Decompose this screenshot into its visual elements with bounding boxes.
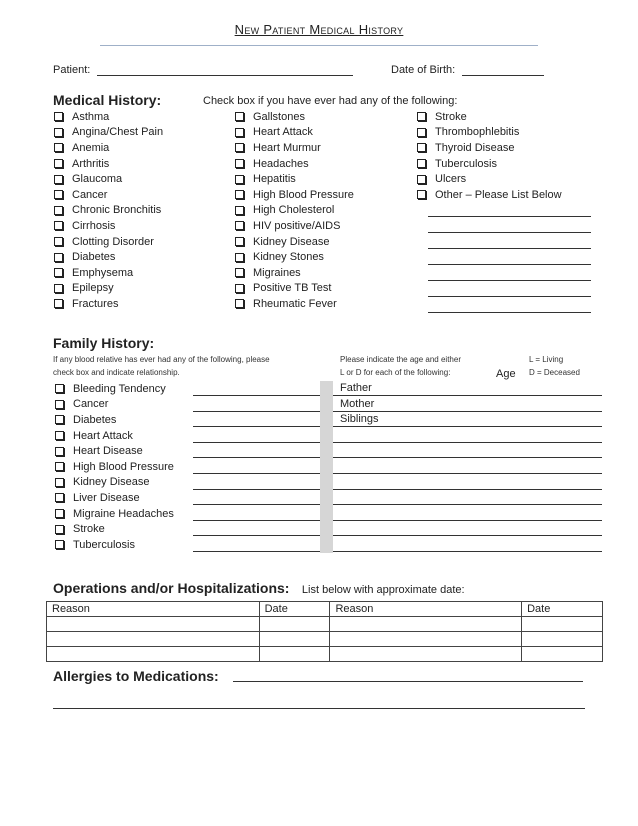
checkbox-icon[interactable] [417,159,426,168]
table-cell[interactable] [259,617,330,632]
family-note-line-2: check box and indicate relationship. [53,368,180,377]
checkbox-item [417,125,562,141]
checkbox-icon[interactable] [54,237,63,246]
checkbox-icon[interactable] [55,447,64,456]
checkbox-icon[interactable] [235,206,244,215]
checkbox-item [55,506,174,522]
title-divider [100,45,538,46]
checkbox-item [235,249,354,265]
family-history-heading: Family History: [53,335,155,351]
checkbox-label: Fractures [72,297,119,310]
relationship-line[interactable] [193,457,320,458]
legend-deceased: D = Deceased [529,368,580,377]
checkbox-icon[interactable] [54,159,63,168]
checkbox-icon[interactable] [235,284,244,293]
checkbox-item [417,187,562,203]
checkbox-item [55,459,174,475]
other-line[interactable] [428,216,591,217]
table-cell[interactable] [259,647,330,662]
checkbox-label: Epilepsy [72,282,114,295]
checkbox-icon[interactable] [235,175,244,184]
checkbox-icon[interactable] [55,431,64,440]
allergies-heading: Allergies to Medications: [53,668,219,684]
checkbox-item [54,187,163,203]
checkbox-label: Rheumatic Fever [253,297,337,310]
checkbox-icon[interactable] [54,253,63,262]
checkbox-item [55,475,174,491]
relationship-line[interactable] [193,473,320,474]
checkbox-label: Liver Disease [73,491,140,504]
col-header-reason: Reason [47,602,260,617]
checkbox-icon[interactable] [55,400,64,409]
table-cell[interactable] [330,617,522,632]
checkbox-icon[interactable] [417,190,426,199]
legend-living: L = Living [529,355,564,364]
table-row [47,632,603,647]
relative-age-line[interactable] [333,489,602,490]
checkbox-icon[interactable] [235,159,244,168]
operations-table [46,601,603,662]
col-header-reason: Reason [330,602,522,617]
checkbox-label: Bleeding Tendency [73,382,166,395]
relative-age-line[interactable] [333,411,602,412]
medical-history-instruction: Check box if you have ever had any of the following: [203,95,458,107]
checkbox-label: Angina/Chest Pain [72,126,164,139]
table-cell[interactable] [330,647,522,662]
operations-heading-row [53,580,465,598]
relative-age-line[interactable] [333,473,602,474]
other-line[interactable] [428,248,591,249]
checkbox-label: Thyroid Disease [435,141,515,154]
checkbox-item [235,234,354,250]
checkbox-item [55,397,174,413]
relationship-line[interactable] [193,395,320,396]
dob-label: Date of Birth: [391,64,456,76]
checkbox-label: Tuberculosis [435,157,497,170]
checkbox-item [55,428,174,444]
checkbox-icon[interactable] [417,143,426,152]
relative-label: Father [340,382,372,394]
checkbox-icon[interactable] [417,112,426,121]
checkbox-item [54,109,163,125]
checkbox-label: Kidney Disease [73,476,150,489]
checkbox-icon[interactable] [417,175,426,184]
checkbox-item [235,109,354,125]
checkbox-icon[interactable] [54,112,63,121]
other-line[interactable] [428,312,591,313]
patient-row [53,64,353,76]
medical-history-heading: Medical History: [53,92,162,108]
checkbox-label: Ulcers [435,173,467,186]
relative-label: Siblings [340,413,379,426]
operations-heading: Operations and/or Hospitalizations: [53,580,290,596]
checkbox-label: Kidney Stones [253,251,324,264]
checkbox-icon[interactable] [55,525,64,534]
family-history-note [53,353,270,379]
relative-age-line[interactable] [333,426,602,427]
relationship-line[interactable] [193,520,320,521]
checkbox-icon[interactable] [235,112,244,121]
checkbox-item [235,125,354,141]
checkbox-label: Diabetes [72,251,116,264]
table-cell[interactable] [47,647,260,662]
relationship-line[interactable] [193,535,320,536]
checkbox-item [417,156,562,172]
checkbox-icon[interactable] [54,175,63,184]
dob-row [391,64,544,76]
checkbox-item [55,521,174,537]
checkbox-item [55,412,174,428]
checkbox-item [235,281,354,297]
family-note-line-1: If any blood relative has ever had any of the following, please [53,355,270,364]
allergies-line[interactable] [53,708,585,709]
checkbox-item [54,156,163,172]
checkbox-label: Diabetes [73,413,117,426]
checkbox-label: Heart Disease [73,445,143,458]
relative-age-line[interactable] [333,551,602,552]
shaded-divider [320,381,333,553]
family-conditions [55,381,174,553]
checkbox-icon[interactable] [54,206,63,215]
checkbox-label: Clotting Disorder [72,235,154,248]
checkbox-label: HIV positive/AIDS [253,219,341,232]
relative-age-line[interactable] [333,395,602,396]
checkbox-icon[interactable] [235,237,244,246]
checkbox-label: Headaches [253,157,309,170]
checkbox-label: High Cholesterol [253,204,335,217]
checkbox-item [55,490,174,506]
checkbox-label: Stroke [435,110,467,123]
medical-col-1 [54,109,163,312]
table-cell[interactable] [330,632,522,647]
col-header-date: Date [522,602,603,617]
age-note [340,353,461,379]
allergies-line[interactable] [233,681,583,682]
age-label: Age [496,368,516,380]
checkbox-item [417,140,562,156]
checkbox-label: Heart Attack [253,126,313,139]
checkbox-icon[interactable] [54,299,63,308]
relative-age-line[interactable] [333,442,602,443]
relationship-line[interactable] [193,504,320,505]
checkbox-icon[interactable] [235,190,244,199]
checkbox-label: Heart Attack [73,429,133,442]
checkbox-icon[interactable] [235,143,244,152]
table-cell[interactable] [47,617,260,632]
checkbox-item [54,296,163,312]
checkbox-item [55,381,174,397]
checkbox-item [235,140,354,156]
medical-col-2 [235,109,354,312]
checkbox-icon[interactable] [54,190,63,199]
checkbox-item [55,443,174,459]
table-cell[interactable] [259,632,330,647]
checkbox-item [54,234,163,250]
checkbox-item [54,265,163,281]
checkbox-icon[interactable] [54,128,63,137]
checkbox-icon[interactable] [54,268,63,277]
checkbox-icon[interactable] [235,299,244,308]
checkbox-item [55,537,174,553]
other-line[interactable] [428,296,591,297]
checkbox-label: Cirrhosis [72,219,116,232]
checkbox-item [417,109,562,125]
checkbox-label: Positive TB Test [253,282,332,295]
operations-instruction: List below with approximate date: [301,584,465,596]
checkbox-item [54,249,163,265]
relationship-line[interactable] [193,442,320,443]
checkbox-label: Hepatitis [253,173,296,186]
other-line[interactable] [428,264,591,265]
checkbox-item [54,203,163,219]
checkbox-label: Stroke [73,523,105,536]
table-cell[interactable] [522,617,603,632]
checkbox-label: Migraines [253,266,301,279]
checkbox-label: Cancer [72,188,108,201]
checkbox-item [417,171,562,187]
table-cell[interactable] [522,647,603,662]
checkbox-item [235,296,354,312]
checkbox-item [235,187,354,203]
checkbox-label: Gallstones [253,110,305,123]
age-note-line-1: Please indicate the age and either [340,355,461,364]
checkbox-label: Cancer [73,398,109,411]
patient-label: Patient: [53,64,91,76]
page-title: New Patient Medical History [234,22,404,37]
medical-col-3 [417,109,562,203]
checkbox-icon[interactable] [54,143,63,152]
checkbox-label: Tuberculosis [73,538,135,551]
relative-label: Mother [340,397,375,410]
checkbox-label: High Blood Pressure [253,188,354,201]
operations-header-row [47,602,603,617]
table-row [47,647,603,662]
checkbox-item [54,125,163,141]
checkbox-label: Heart Murmur [253,141,321,154]
checkbox-icon[interactable] [235,268,244,277]
checkbox-item [54,281,163,297]
checkbox-item [54,218,163,234]
relative-age-line[interactable] [333,535,602,536]
checkbox-label: Anemia [72,141,110,154]
checkbox-label: Other – Please List Below [435,188,562,201]
checkbox-icon[interactable] [55,509,64,518]
dob-field[interactable] [462,64,544,76]
checkbox-item [235,203,354,219]
other-line[interactable] [428,280,591,281]
checkbox-label: Glaucoma [72,173,123,186]
checkbox-label: Asthma [72,110,110,123]
relationship-line[interactable] [193,426,320,427]
checkbox-label: Thrombophlebitis [435,126,520,139]
checkbox-item [54,140,163,156]
relationship-line[interactable] [193,489,320,490]
checkbox-label: Arthritis [72,157,110,170]
status-legend [529,353,580,379]
checkbox-label: Emphysema [72,266,134,279]
relatives-column [333,381,602,553]
table-cell[interactable] [522,632,603,647]
relationship-lines [193,381,320,553]
relative-age-line[interactable] [333,457,602,458]
checkbox-icon[interactable] [55,384,64,393]
checkbox-icon[interactable] [54,284,63,293]
relationship-line[interactable] [193,411,320,412]
relative-age-line[interactable] [333,520,602,521]
checkbox-item [235,218,354,234]
checkbox-label: Chronic Bronchitis [72,204,162,217]
table-cell[interactable] [47,632,260,647]
col-header-date: Date [259,602,330,617]
other-line[interactable] [428,232,591,233]
checkbox-label: High Blood Pressure [73,460,174,473]
checkbox-icon[interactable] [55,415,64,424]
age-note-line-2: L or D for each of the following: [340,368,451,377]
checkbox-icon[interactable] [235,253,244,262]
checkbox-item [54,171,163,187]
checkbox-icon[interactable] [55,462,64,471]
checkbox-label: Migraine Headaches [73,507,174,520]
checkbox-item [235,265,354,281]
relative-age-line[interactable] [333,504,602,505]
table-row [47,617,603,632]
checkbox-icon[interactable] [235,128,244,137]
checkbox-item [235,171,354,187]
checkbox-icon[interactable] [417,128,426,137]
relationship-line[interactable] [193,551,320,552]
checkbox-icon[interactable] [55,493,64,502]
checkbox-icon[interactable] [54,221,63,230]
patient-name-field[interactable] [97,64,353,76]
checkbox-label: Kidney Disease [253,235,330,248]
checkbox-icon[interactable] [235,221,244,230]
checkbox-icon[interactable] [55,478,64,487]
checkbox-item [235,156,354,172]
checkbox-icon[interactable] [55,540,64,549]
